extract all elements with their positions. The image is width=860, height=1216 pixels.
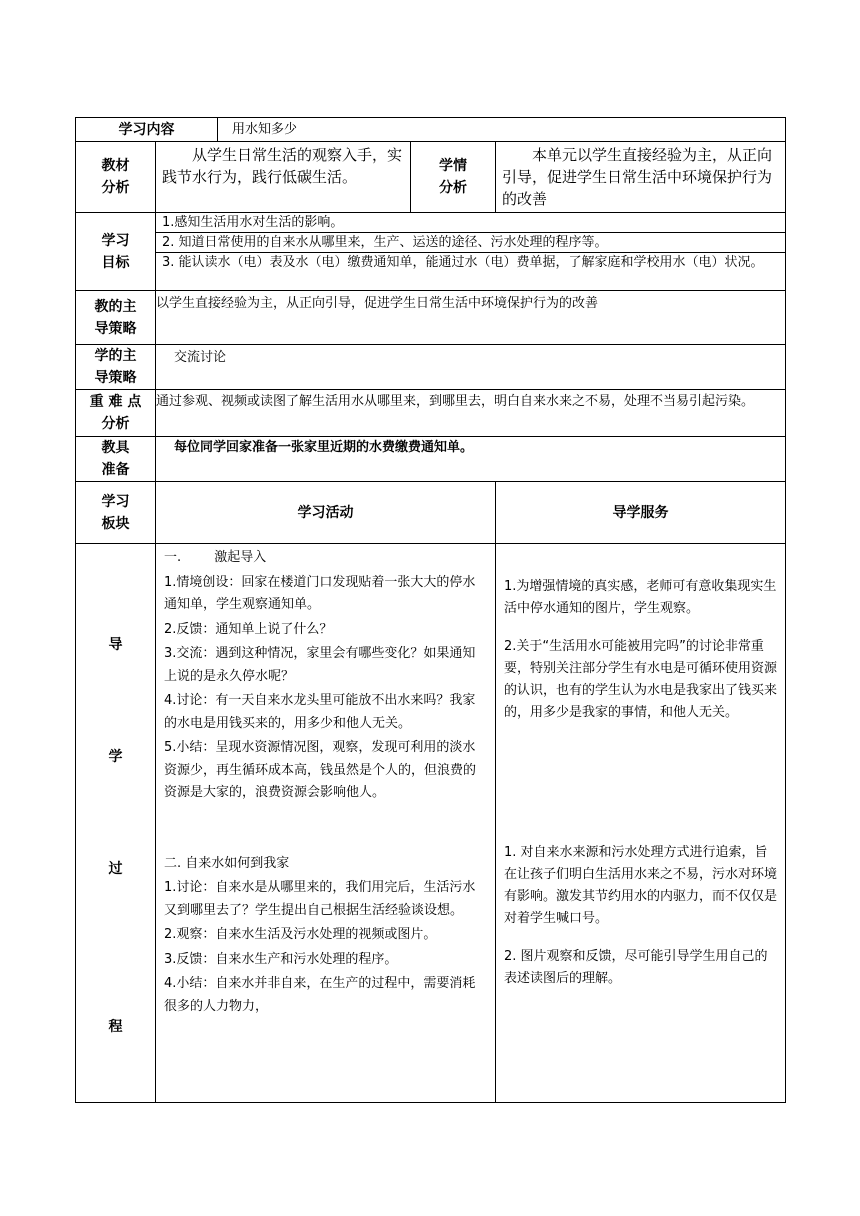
part1-item: 3.交流：遇到这种情况，家里会有哪些变化？如果通知上说的是永久停水呢？: [164, 646, 476, 684]
process-side-cell: [76, 544, 156, 1103]
part1-item: 5.小结：呈现水资源情况图，观察，发现可利用的淡水资源少，再生循环成本高，钱虽然是个人的，但浪费的资源是大家的，浪费资源会影响他人。: [164, 740, 477, 800]
process-row: [76, 544, 786, 1103]
analysis-row: [76, 142, 786, 213]
teacher-strategy-row: [76, 291, 786, 345]
side-char: 过: [108, 861, 123, 877]
part1-title: 一. 激起导入: [164, 550, 267, 565]
difficulty-label: 重 难 点 分析: [76, 390, 156, 437]
tools-row: [76, 437, 786, 482]
block-column-header: 学习 板块: [76, 482, 156, 544]
service1-item: 1.为增强情境的真实感，老师可有意收集现实生活中停水通知的图片，学生观察。: [504, 579, 777, 616]
side-char: 导: [108, 637, 123, 653]
goals-row: [76, 213, 786, 291]
part1-item: 1.情境创设：回家在楼道门口发现贴着一张大大的停水通知单，学生观察通知单。: [164, 574, 476, 612]
teacher-strategy-label: 教的主 导策略: [76, 291, 156, 345]
activity-column-header: 学习活动: [156, 482, 496, 544]
teacher-strategy-text: 以学生直接经验为主，从正向引导，促进学生日常生活中环境保护行为的改善: [156, 291, 786, 345]
service1-item: 2.关于“生活用水可能被用完吗”的讨论非常重要，特别关注部分学生有水电是可循环使用资源的认识，也有的学生认为水电是我家出了钱买来的，用多少是我家的事情，和他人无关。: [504, 639, 778, 720]
difficulty-text: 通过参观、视频或读图了解生活用水从哪里来，到哪里去，明白自来水来之不易，处理不当易引起污染。: [156, 390, 786, 437]
goal-item: 1.感知生活用水对生活的影响。: [156, 213, 785, 233]
goal-item: 3. 能认读水（电）表及水（电）缴费通知单，能通过水（电）费单据，了解家庭和学校用水（电）状况。: [162, 255, 764, 270]
goal-item: 2. 知道日常使用的自来水从哪里来，生产、运送的途径、污水处理的程序等。: [156, 233, 785, 253]
textbook-analysis-label: 教材 分析: [76, 142, 156, 213]
part2-title: 二. 自来水如何到我家: [164, 855, 290, 871]
service-column-header: 导学服务: [496, 482, 786, 544]
part2-item: 4.小结：自来水并非自来，在生产的过程中，需要消耗很多的人力物力，: [164, 976, 476, 1014]
textbook-analysis-text: 从学生日常生活的观察入手，实践节水行为，践行低碳生活。: [156, 142, 411, 213]
student-strategy-row: [76, 345, 786, 390]
student-strategy-label: 学的主 导策略: [76, 345, 156, 390]
lesson-plan-table: [75, 117, 786, 1103]
part2-item: 2.观察：自来水生活及污水处理的视频或图片。: [164, 927, 437, 942]
side-char: 程: [108, 1019, 123, 1035]
part2-item: 3.反馈：自来水生产和污水处理的程序。: [164, 951, 398, 967]
content-value: 用水知多少: [218, 118, 786, 142]
part1-item: 2.反馈：通知单上说了什么？: [164, 621, 333, 637]
goals-label: 学习 目标: [76, 213, 156, 291]
content-label: 学习内容: [76, 118, 218, 142]
part1-item: 4.讨论：有一天自来水龙头里可能放不出水来吗？我家的水电是用钱买来的，用多少和他人无关。: [164, 693, 476, 731]
activity-cell: [156, 544, 496, 1103]
column-header-row: [76, 482, 786, 544]
tools-label: 教具 准备: [76, 437, 156, 482]
side-char: 学: [108, 749, 123, 765]
service2-item: 1. 对自来水来源和污水处理方式进行追索，旨在让孩子们明白生活用水来之不易，污水对环境有影响。激发其节约用水的内驱力，而不仅仅是对着学生喊口号。: [504, 845, 778, 926]
content-row: [76, 118, 786, 142]
student-strategy-text: 交流讨论: [156, 345, 786, 390]
goals-cell: [156, 213, 786, 291]
tools-text: 每位同学回家准备一张家里近期的水费缴费通知单。: [156, 437, 786, 482]
service2-item: 2. 图片观察和反馈，尽可能引导学生用自己的表述读图后的理解。: [504, 949, 768, 986]
student-analysis-label: 学情 分析: [411, 142, 496, 213]
student-analysis-text: 本单元以学生直接经验为主，从正向引导，促进学生日常生活中环境保护行为的改善: [496, 142, 786, 213]
service-cell: [496, 544, 786, 1103]
difficulty-row: [76, 390, 786, 437]
part2-item: 1.讨论：自来水是从哪里来的，我们用完后，生活污水又到哪里去了？学生提出自己根据生活经验谈设想。: [164, 880, 476, 918]
